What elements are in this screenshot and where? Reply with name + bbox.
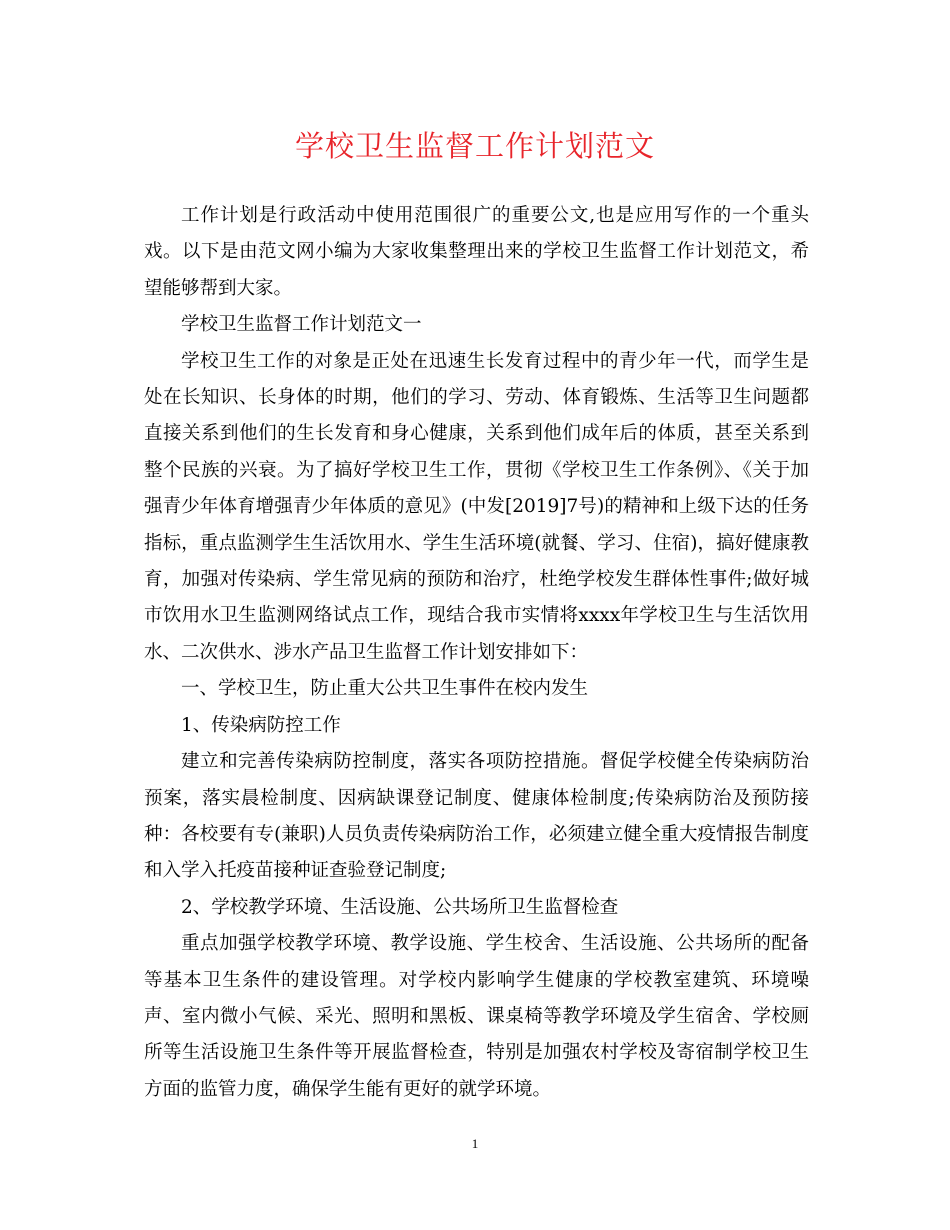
paragraph-section-heading: 学校卫生监督工作计划范文一 (181, 314, 422, 336)
paragraph-disease-control: 建立和完善传染病防控制度，落实各项防控措施。督促学校健全传染病防治预案，落实晨检制度、因病缺课登记制度、健康体检制度;传染病防治及预防接种：各校要有专(兼职)人员负责传染病防治工作，必须建立健全重大疫情报告制度和入学入托疫苗接种证查验登记制度; (144, 751, 809, 882)
paragraph-environment: 重点加强学校教学环境、教学设施、学生校舍、生活设施、公共场所的配备等基本卫生条件的建设管理。对学校内影响学生健康的学校教室建筑、环境噪声、室内微小气候、采光、照明和黑板、课桌椅等教学环境及学生宿舍、学校厕所等生活设施卫生条件等开展监督检查，特别是加强农村学校及寄宿制学校卫生方面的监管力度，确保学生能有更好的就学环境。 (144, 933, 809, 1100)
page-number: 1 (471, 1136, 479, 1151)
paragraph-intro: 工作计划是行政活动中使用范围很广的重要公文,也是应用写作的一个重头戏。以下是由范文网小编为大家收集整理出来的学校卫生监督工作计划范文，希望能够帮到大家。 (144, 205, 809, 299)
paragraph-subheading-one: 1、传染病防控工作 (181, 714, 341, 736)
document-title: 学校卫生监督工作计划范文 (294, 129, 655, 163)
paragraph-overview: 学校卫生工作的对象是正处在迅速生长发育过程中的青少年一代，而学生是处在长知识、长身体的时期，他们的学习、劳动、体育锻炼、生活等卫生问题都直接关系到他们的生长发育和身心健康，关系到他们成年后的体质，甚至关系到整个民族的兴衰。为了搞好学校卫生工作，贯彻《学校卫生工作条例》、《关于加强青少年体育增强青少年体质的意见》(中发[2019]7号)的精神和上级下达的任务指标，重点监测学生生活饮用水、学生生活环境(就餐、学习、住宿)，搞好健康教育，加强对传染病、学生常见病的预防和治疗，杜绝学校发生群体性事件;做好城市饮用水卫生监测网络试点工作，现结合我市实情将xxxx年学校卫生与生活饮用水、二次供水、涉水产品卫生监督工作计划安排如下： (144, 350, 809, 663)
document-body (144, 198, 809, 1108)
paragraph-heading-one: 一、学校卫生，防止重大公共卫生事件在校内发生 (181, 678, 589, 700)
paragraph-subheading-two: 2、学校教学环境、生活设施、公共场所卫生监督检查 (181, 896, 619, 918)
